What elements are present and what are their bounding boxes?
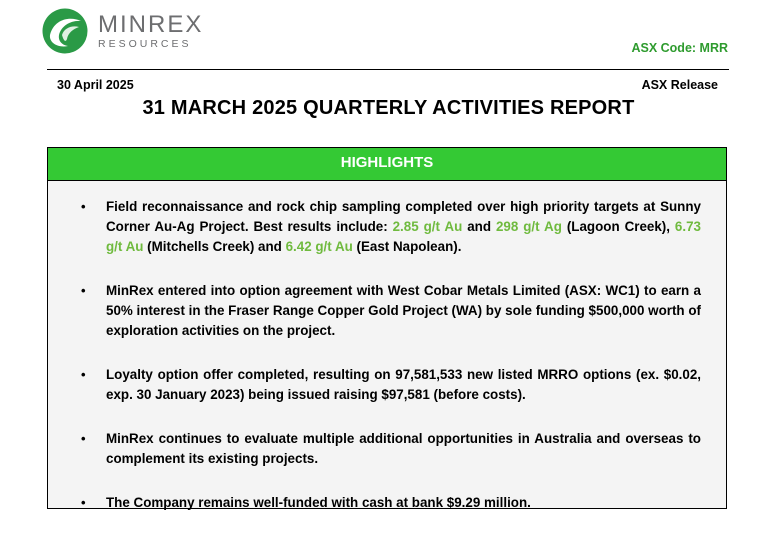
assay-value: 2.85 g/t Au: [392, 219, 463, 234]
item-text: The Company remains well-funded with cash at bank $9.29 million.: [106, 495, 531, 510]
item-text: (Mitchells Creek) and: [143, 239, 286, 254]
bullet-icon: •: [81, 199, 86, 214]
list-item: [48, 493, 726, 513]
release-type: ASX Release: [641, 78, 718, 92]
highlights-list: [48, 197, 726, 537]
item-text: and: [462, 219, 496, 234]
list-item: [48, 365, 726, 405]
assay-value: 298 g/t Ag: [495, 219, 562, 234]
highlights-box: [47, 147, 727, 509]
company-subtitle: RESOURCES: [98, 37, 192, 50]
item-text: (East Napolean).: [352, 239, 462, 254]
bullet-icon: •: [81, 431, 86, 446]
item-text: Field reconnaissance and rock chip sampling completed over high priority targets at Sunny Corner Au-Ag Project. Best results include:: [106, 199, 701, 234]
assay-value: 6.73 g/t Au: [106, 219, 701, 254]
bullet-icon: •: [81, 283, 86, 298]
list-item: [48, 197, 726, 257]
bullet-icon: •: [81, 495, 86, 510]
minrex-logo-icon: [42, 8, 88, 54]
item-text: MinRex entered into option agreement with West Cobar Metals Limited (ASX: WC1) to earn a 50% interest in the Fraser Range Copper Gold Project (WA) by sole funding $500,000 worth of exploration activities on the project.: [106, 283, 701, 338]
company-logo: [42, 8, 203, 54]
item-text: Loyalty option offer completed, resulting on 97,581,533 new listed MRRO options (ex. $0.02, exp. 30 January 2023) being issued raising $97,581 (before costs).: [106, 367, 701, 402]
bullet-icon: •: [81, 367, 86, 382]
report-date: 30 April 2025: [57, 78, 134, 92]
list-item: [48, 281, 726, 341]
asx-code: ASX Code: MRR: [631, 41, 728, 55]
company-name: MINREX: [98, 10, 204, 38]
page-title: 31 MARCH 2025 QUARTERLY ACTIVITIES REPORT: [142, 97, 635, 119]
list-item: [48, 429, 726, 469]
item-text: (Lagoon Creek),: [561, 219, 675, 234]
item-text: MinRex continues to evaluate multiple additional opportunities in Australia and overseas to complement its existing projects.: [106, 431, 701, 466]
highlights-heading: HIGHLIGHTS: [48, 148, 726, 181]
header-divider: [47, 69, 729, 70]
assay-value: 6.42 g/t Au: [285, 239, 353, 254]
